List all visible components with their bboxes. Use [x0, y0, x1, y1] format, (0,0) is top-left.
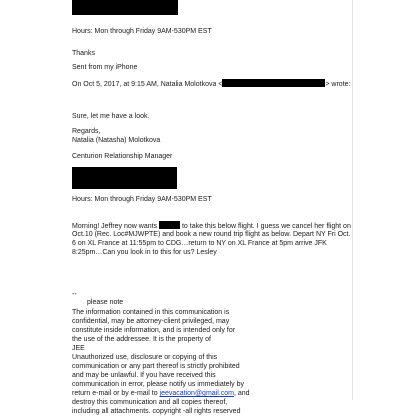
- hours-text: Hours: Mon through Friday 9AM-530PM EST: [72, 28, 212, 35]
- redaction-block-top: [72, 0, 178, 15]
- disclaimer-line: confidential, may be attorney-client privileged, may: [72, 318, 230, 325]
- return-line-suffix: , and: [233, 390, 250, 397]
- redaction-email: [222, 79, 325, 87]
- disclaimer-line: The information contained in this communication is: [72, 309, 230, 316]
- quote-header-prefix: On Oct 5, 2017, at 9:15 AM, Natalia Molotkova <: [72, 81, 223, 88]
- sender-name: Natalia (Natasha) Molotkova: [72, 137, 161, 144]
- thanks-text: Thanks: [72, 50, 95, 57]
- sender-title: Centurion Relationship Manager: [72, 153, 173, 160]
- disclaimer-line: Unauthorized use, disclosure or copying of this: [72, 354, 218, 361]
- please-note-text: please note: [87, 299, 124, 306]
- disclaimer-line: communication or any part thereof is strictly prohibited: [72, 363, 240, 370]
- disclaimer-line: the use of the addressee. It is the property of: [72, 336, 211, 343]
- reply-text: Sure, let me have a look.: [72, 113, 150, 120]
- email-link[interactable]: jeevacation@gmail.com: [159, 390, 234, 397]
- redaction-block-signature: [72, 167, 177, 189]
- disclaimer-return-line: [72, 389, 250, 398]
- disclaimer-line: and may be unlawful. If you have received this: [72, 372, 216, 379]
- quote-header: [72, 79, 351, 89]
- hours-text-2: Hours: Mon through Friday 9AM-530PM EST: [72, 196, 212, 203]
- disclaimer-line: constitute inside information, and is intended only for: [72, 327, 236, 334]
- body-line-2: Oct.10 (Rec. Loc#MJWPTE) and book a new round trip flight as below. Depart NY Fri Oct.: [72, 231, 351, 238]
- disclaimer-destroy-line: destroy this communication and all copies thereof,: [72, 399, 228, 406]
- body-line-3: 6 on XL France at 11:55pm to CDG…return to NY on XL France at 5pm arrive JFK: [72, 240, 327, 247]
- quote-header-suffix: > wrote:: [325, 81, 351, 88]
- body-line-4: 8:25pm…Can you look in to this for us? Lesley: [72, 249, 217, 256]
- body-line-1-start: Morning! Jeffrey now wants: [72, 223, 160, 230]
- body-line-1-end: to take this below flight. I guess we cancel her flight on: [180, 223, 351, 230]
- regards-text: Regards,: [72, 128, 101, 135]
- return-line-prefix: return e-mail or by e-mail to: [72, 390, 160, 397]
- signature-text: Sent from my iPhone: [72, 64, 138, 71]
- redaction-name: [159, 221, 180, 229]
- page-edge-divider: [352, 0, 353, 400]
- disclaimer-line: JEE: [72, 345, 85, 352]
- disclaimer-final-line: including all attachments. copyright -all rights reserved: [72, 408, 241, 415]
- disclaimer-line: communication in error, please notify us immediately by: [72, 381, 244, 388]
- signature-separator: --: [72, 291, 77, 298]
